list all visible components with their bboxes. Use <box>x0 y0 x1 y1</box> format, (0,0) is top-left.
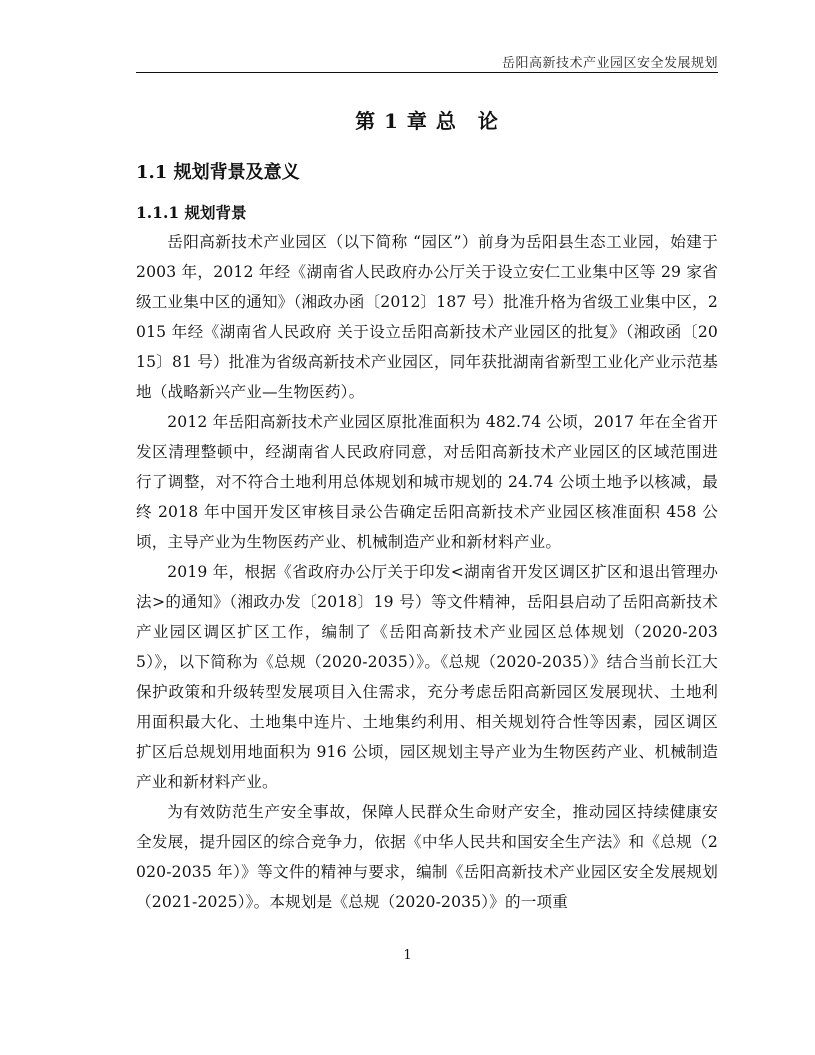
paragraph-3: 2019 年，根据《省政府办公厅关于印发<湖南省开发区调区扩区和退出管理办法>的通知》（湘政办发〔2018〕19 号）等文件精神，岳阳县启动了岳阳高新技术产业园区调区扩区工作，编制了《岳阳高新技术产业园区总体规划（2020-2035）》，以下简称为《总规（2020-2035）》。《总规（2020-2035）》结合当前长江大保护政策和升级转型发展项目入住需求，充分考虑岳阳高新园区发展现状、土地利用面积最大化、土地集中连片、土地集约利用、相关规划符合性等因素，园区调区扩区后总规划用地面积为 916 公顷，园区规划主导产业为生物医药产业、机械制造产业和新材料产业。 <box>136 563 718 791</box>
subsection-heading: 1.1.1 规划背景 <box>136 203 247 222</box>
running-header: 岳阳高新技术产业园区安全发展规划 <box>501 56 718 71</box>
header-rule <box>136 72 718 73</box>
page-number: 1 <box>403 948 412 963</box>
paragraph-2: 2012 年岳阳高新技术产业园区原批准面积为 482.74 公顷，2017 年在全省开发区清理整顿中，经湖南省人民政府同意，对岳阳高新技术产业园区的区域范围进行了调整，对不符合土地利用总体规划和城市规划的 24.74 公顷土地予以核减，最终 2018 年中国开发区审核目录公告确定岳阳高新技术产业园区核准面积 458 公顷，主导产业为生物医药产业、机械制造产业和新材料产业。 <box>136 413 718 551</box>
section-heading: 1.1 规划背景及意义 <box>136 162 300 183</box>
chapter-title: 第 1 章 总 论 <box>355 109 499 133</box>
body-text <box>136 227 718 917</box>
paragraph-1: 岳阳高新技术产业园区（以下简称 “园区”）前身为岳阳县生态工业园，始建于 2003 年，2012 年经《湖南省人民政府办公厅关于设立安仁工业集中区等 29 家省级工业集中区的通知》（湘政办函〔2012〕187 号）批准升格为省级工业集中区，2015 年经《湖南省人民政府 关于设立岳阳高新技术产业园区的批复》（湘政函〔2015〕81 号）批准为省级高新技术产业园区，同年获批湖南省新型工业化产业示范基地（战略新兴产业—生物医药）。 <box>136 233 718 401</box>
paragraph-4: 为有效防范生产安全事故，保障人民群众生命财产安全，推动园区持续健康安全发展，提升园区的综合竞争力，依据《中华人民共和国安全生产法》和《总规（2020-2035 年）》等文件的精神与要求，编制《岳阳高新技术产业园区安全发展规划（2021-2025）》。本规划是《总规（2020-2035）》的一项重 <box>136 803 718 911</box>
